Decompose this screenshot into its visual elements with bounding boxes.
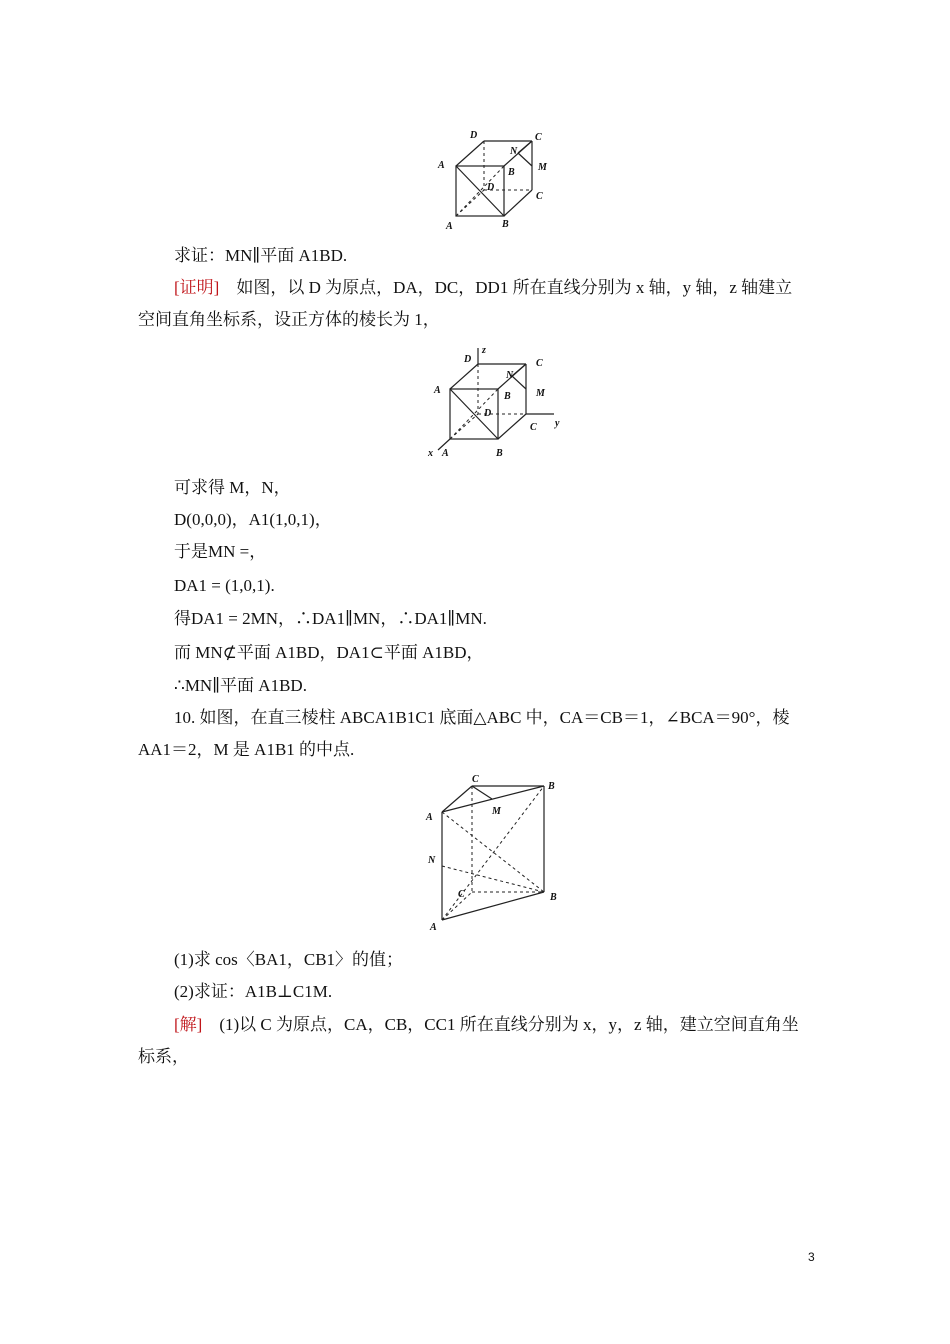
label-A: A xyxy=(442,448,449,459)
label-D1: D xyxy=(470,130,478,141)
label-B: B xyxy=(502,219,509,230)
label-C1: C xyxy=(472,774,479,785)
label-A: A xyxy=(446,221,453,232)
label-D1: D xyxy=(464,354,472,365)
proof-tag: [证明] xyxy=(174,278,220,297)
proof-line-8: 而 MN⊄平面 A1BD，DA1⊂平面 A1BD， xyxy=(174,643,484,662)
label-M: M xyxy=(536,388,545,399)
label-A: A xyxy=(430,922,437,933)
proof-line-2: 空间直角坐标系，设正方体的棱长为 1， xyxy=(138,310,440,329)
question-2: (2)求证：A1B⊥C1M. xyxy=(174,982,333,1001)
label-M: M xyxy=(492,806,501,817)
question-1: (1)求 cos〈BA1，CB1〉的值； xyxy=(174,950,404,969)
proof-line-7: 得DA1 = 2MN，∴DA1∥MN，∴DA1∥MN. xyxy=(174,609,487,628)
problem-10-line-2: AA1＝2，M 是 A1B1 的中点. xyxy=(138,740,355,759)
prove-statement: 求证：MN∥平面 A1BD. xyxy=(174,246,348,265)
label-A1: A xyxy=(426,812,433,823)
label-B1: B xyxy=(504,391,511,402)
label-D: D xyxy=(487,182,495,193)
label-C: C xyxy=(458,889,465,900)
solution-line-2: 标系， xyxy=(138,1047,189,1066)
cube-figure-2 xyxy=(420,344,570,462)
label-B1: B xyxy=(508,167,515,178)
label-C: C xyxy=(530,422,537,433)
cube-figure-1 xyxy=(432,126,562,236)
label-B: B xyxy=(550,892,557,903)
problem-10-line-1: 10. 如图，在直三棱柱 ABCA1B1C1 底面△ABC 中，CA＝CB＝1，∠BCA＝90°，棱 xyxy=(174,708,790,727)
prism-figure xyxy=(422,772,572,936)
label-A1: A xyxy=(438,160,445,171)
label-B1: B xyxy=(548,781,555,792)
axis-x-label: x xyxy=(428,448,433,459)
proof-line-3: 可求得 M，N， xyxy=(174,478,291,497)
label-C1: C xyxy=(536,358,543,369)
page-number: 3 xyxy=(808,1250,815,1264)
label-N: N xyxy=(428,855,436,866)
label-N: N xyxy=(510,146,518,157)
proof-line-9: ∴MN∥平面 A1BD. xyxy=(174,676,307,695)
proof-line-1: [证明] 如图，以 D 为原点，DA，DC，DD1 所在直线分别为 x 轴，y 轴，z 轴建立 xyxy=(174,278,793,297)
solution-tag: [解] xyxy=(174,1015,203,1034)
axis-z-label: z xyxy=(482,345,486,356)
axis-y-label: y xyxy=(555,418,560,429)
proof-line-6: DA1 = (1,0,1). xyxy=(174,576,275,595)
label-B: B xyxy=(496,448,503,459)
solution-line-1: [解] (1)以 C 为原点，CA，CB，CC1 所在直线分别为 x，y，z 轴，建立空间直角坐 xyxy=(174,1015,799,1034)
proof-line-4: D(0,0,0)，A1(1,0,1)， xyxy=(174,510,332,529)
label-C: C xyxy=(536,191,543,202)
proof-line-5: 于是MN =， xyxy=(174,542,267,561)
label-M: M xyxy=(538,162,547,173)
label-N: N xyxy=(506,370,514,381)
label-D: D xyxy=(484,408,492,419)
label-A1: A xyxy=(434,385,441,396)
label-C1: C xyxy=(535,132,542,143)
